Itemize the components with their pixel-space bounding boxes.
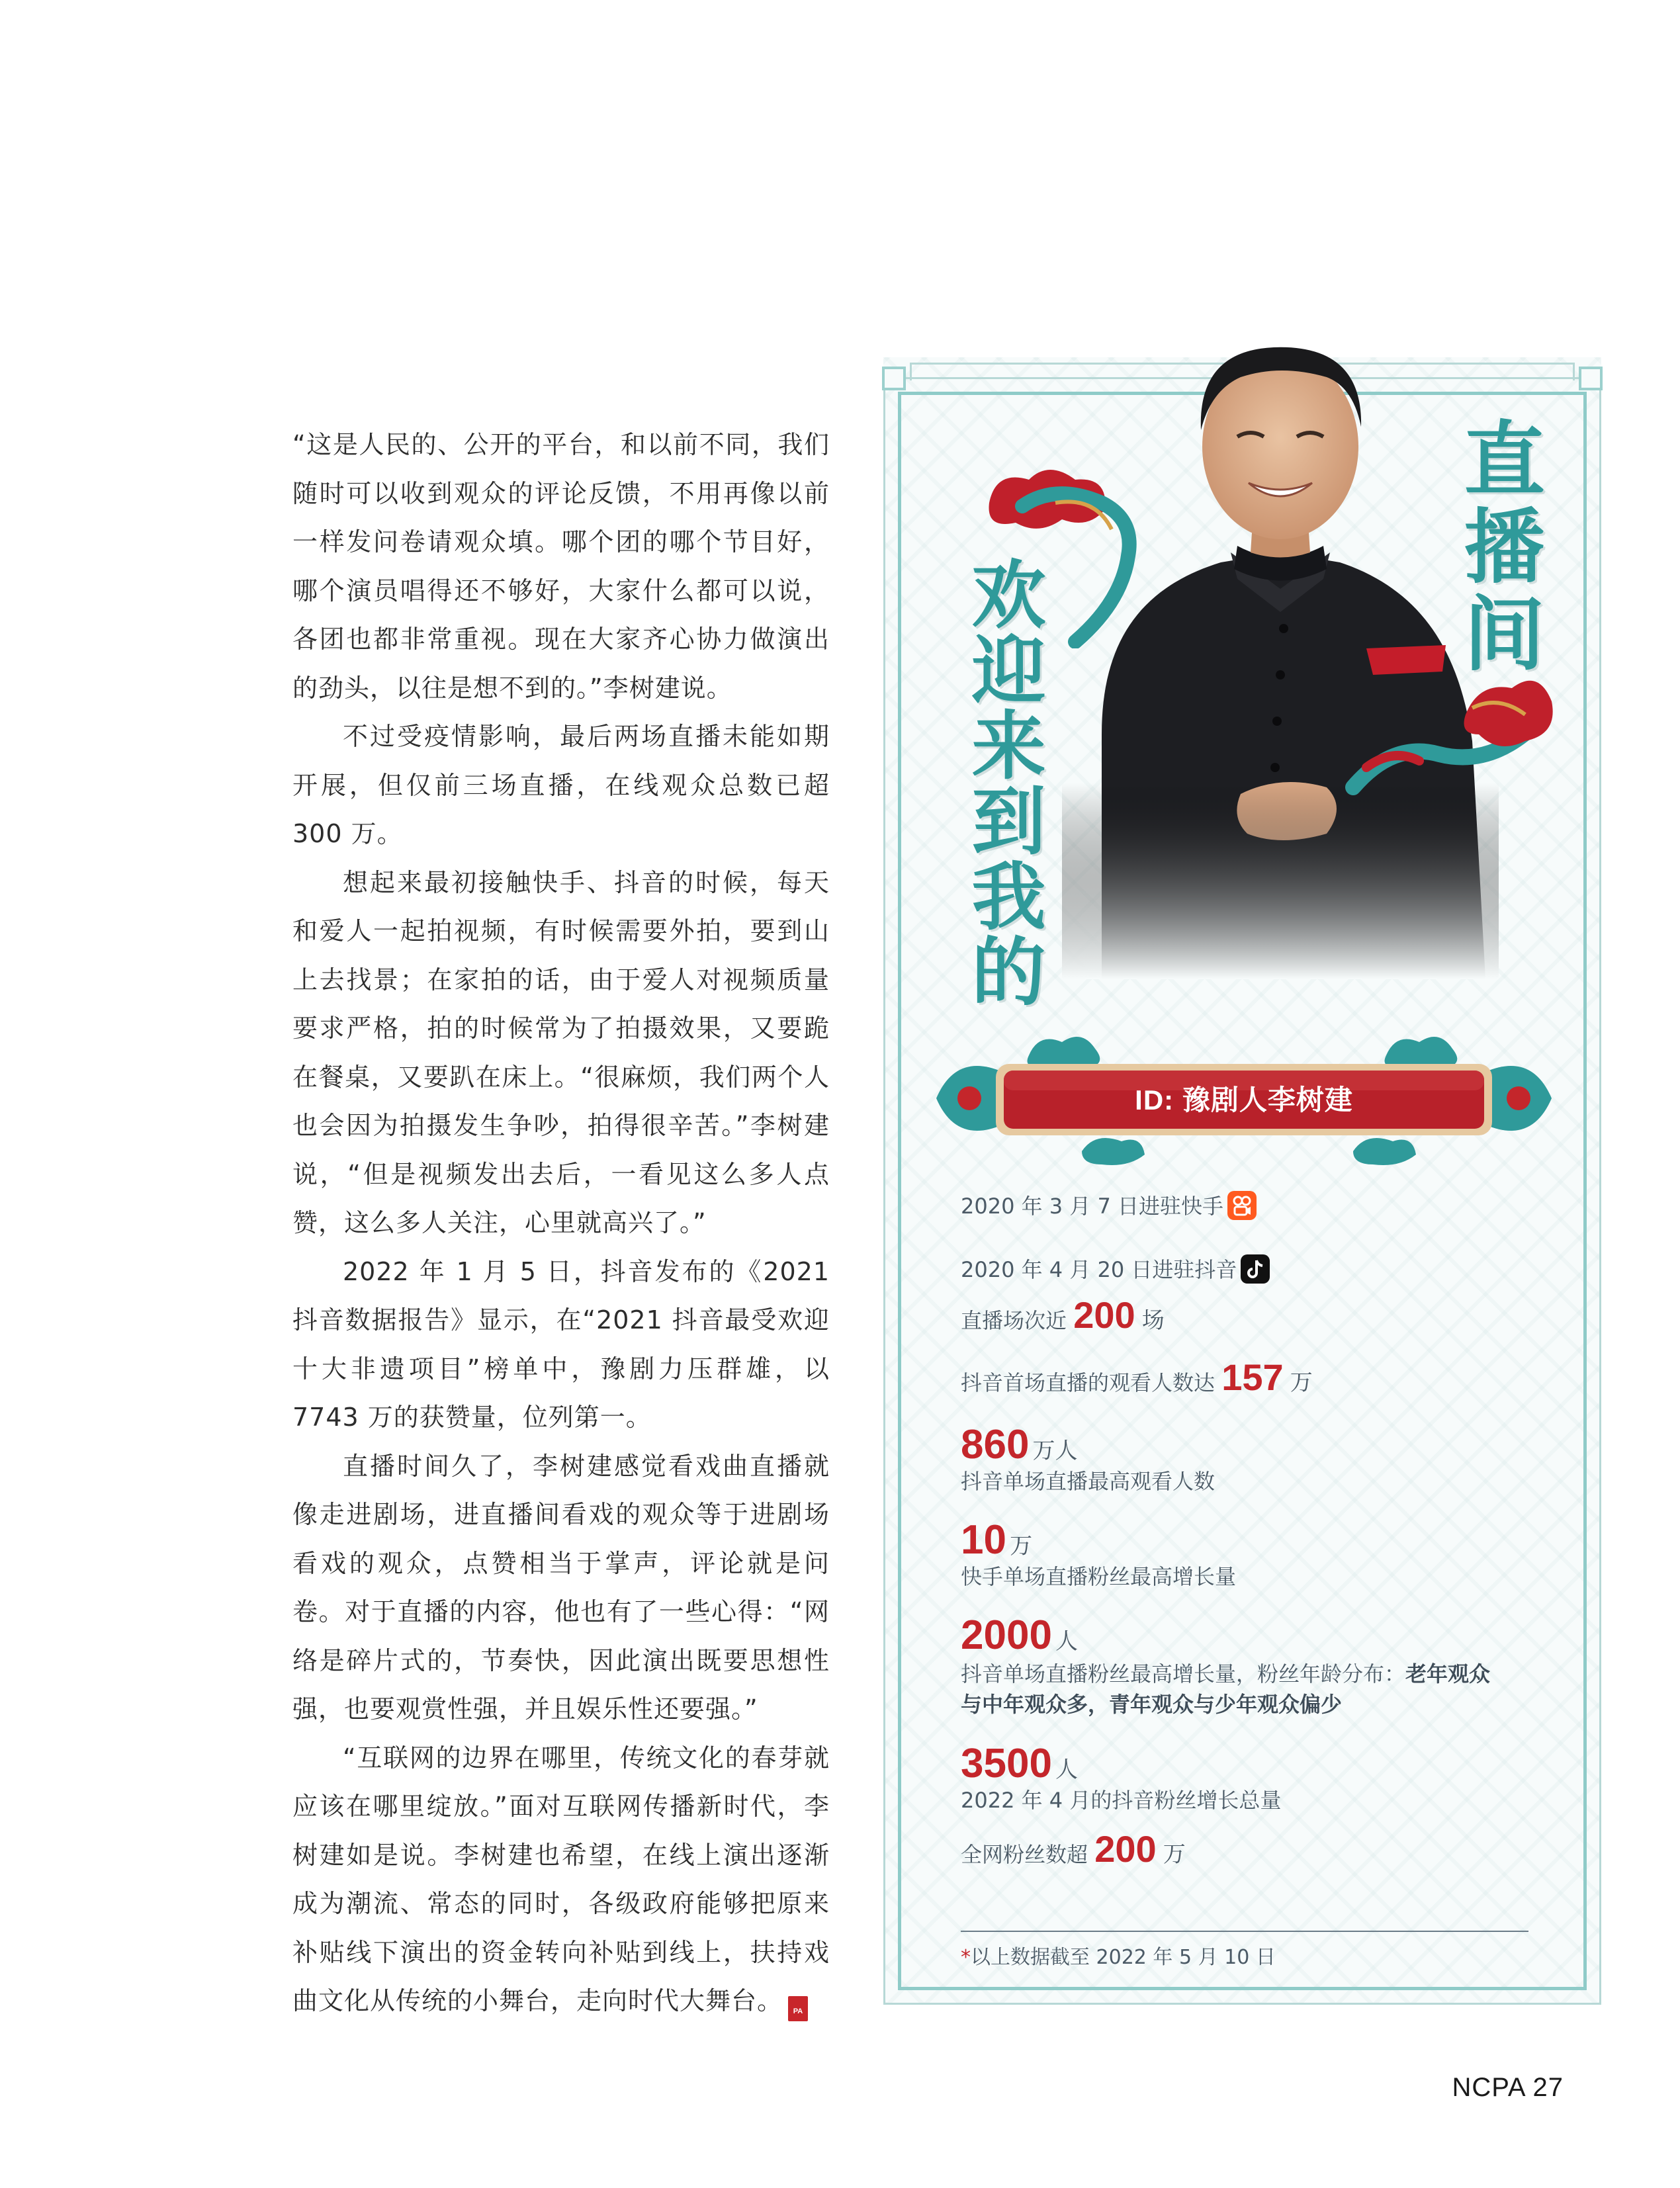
stat-unit: 场 bbox=[1141, 1307, 1165, 1334]
stat-unit: 万 bbox=[1290, 1370, 1313, 1396]
stat-kuaishou-join bbox=[961, 1191, 1257, 1220]
article-paragraph: 不过受疫情影响，最后两场直播未能如期开展，但仅前三场直播，在线观众总数已超300 万。 bbox=[292, 722, 830, 848]
stat-description: 抖音单场直播最高观看人数 bbox=[961, 1469, 1216, 1494]
article-paragraph-text: “互联网的边界在哪里，传统文化的春芽就应该在哪里绽放。”面对互联网传播新时代，李树建如是说。李树建也希望，在线上演出逐渐成为潮流、常态的同时，各级政府能够把原来补贴线下演出的资金转向补贴到线上，扶持戏曲文化从传统的小舞台，走向时代大舞台。 bbox=[292, 1743, 830, 2015]
live-room-vertical-title: 直播间 bbox=[1450, 417, 1546, 679]
stat-unit: 万 bbox=[1163, 1841, 1186, 1868]
page-footer: NCPA 27 bbox=[1452, 2073, 1564, 2102]
stat-number: 157 bbox=[1221, 1356, 1284, 1398]
stat-april-fan-growth bbox=[961, 1740, 1281, 1814]
stat-unit: 人 bbox=[1055, 1628, 1079, 1655]
stat-text: 抖音首场直播的观看人数达 bbox=[961, 1370, 1216, 1395]
stat-text: 直播场次近 bbox=[961, 1308, 1067, 1333]
article-paragraph: “这是人民的、公开的平台，和以前不同，我们随时可以收到观众的评论反馈，不用再像以前一样发问卷请观众填。哪个团的哪个节目好，哪个演员唱得还不够好，大家什么都可以说，各团也都非常重视。现在大家齐心协力做演出的劲头，以往是想不到的。”李树建说。 bbox=[292, 430, 830, 703]
footnote-text: 以上数据截至 2022 年 5 月 10 日 bbox=[971, 1946, 1276, 1969]
article-paragraph: 想起来最初接触快手、抖音的时候，每天和爱人一起拍视频，有时候需要外拍，要到山上去找景；在家拍的话，由于爱人对视频质量要求严格，拍的时候常为了拍摄效果，又要跪在餐桌，又要趴在床上。“很麻烦，我们两个人也会因为拍摄发生争吵，拍得很辛苦。”李树建说，“但是视频发出去后，一看见这么多人点赞，这么多人关注，心里就高兴了。” bbox=[292, 867, 830, 1237]
stat-first-live-viewers bbox=[961, 1356, 1313, 1398]
footnote-divider bbox=[961, 1931, 1528, 1932]
welcome-vertical-title: 欢迎来到我的 bbox=[959, 556, 1046, 1008]
stat-unit: 万人 bbox=[1032, 1438, 1078, 1464]
article-body bbox=[292, 421, 849, 2026]
stat-total-fans bbox=[961, 1828, 1186, 1870]
stat-number: 10 bbox=[961, 1517, 1006, 1563]
stat-number: 860 bbox=[961, 1422, 1030, 1467]
stat-description bbox=[961, 1659, 1503, 1720]
stat-text: 全网粉丝数超 bbox=[961, 1842, 1088, 1867]
stat-number: 200 bbox=[1094, 1828, 1157, 1870]
stat-douyin-join bbox=[961, 1254, 1270, 1284]
douyin-icon bbox=[1241, 1254, 1270, 1284]
article-paragraph: 直播时间久了，李树建感觉看戏曲直播就像走进剧场，进直播间看戏的观众等于进剧场看戏的观众，点赞相当于掌声，评论就是问卷。对于直播的内容，他也有了一些心得：“网络是碎片式的，节奏快，因此演出既要思想性强，也要观赏性强，并且娱乐性还要强。” bbox=[292, 1451, 830, 1724]
stat-peak-viewers bbox=[961, 1421, 1215, 1495]
stat-description: 2022 年 4 月的抖音粉丝增长总量 bbox=[961, 1788, 1282, 1813]
stat-number: 200 bbox=[1073, 1294, 1135, 1336]
stat-description-emphasis: 老年观众与中年观众多，青年观众与少年观众偏少 bbox=[961, 1661, 1491, 1717]
stat-live-sessions bbox=[961, 1294, 1165, 1336]
stat-unit: 万 bbox=[1010, 1533, 1033, 1559]
stat-number: 2000 bbox=[961, 1612, 1052, 1658]
stat-douyin-fan-growth bbox=[961, 1612, 1503, 1720]
article-paragraph: 2022 年 1 月 5 日，抖音发布的《2021 抖音数据报告》显示，在“2021 抖音最受欢迎十大非遗项目”榜单中，豫剧力压群雄，以 7743 万的获赞量，位列第一。 bbox=[292, 1256, 830, 1432]
stat-kuaishou-fan-growth bbox=[961, 1516, 1236, 1590]
ncpa-end-mark: NC PA bbox=[788, 1996, 808, 2021]
id-banner bbox=[930, 1026, 1558, 1171]
stat-description: 快手单场直播粉丝最高增长量 bbox=[961, 1564, 1237, 1589]
stat-text: 2020 年 3 月 7 日进驻快手 bbox=[961, 1194, 1224, 1219]
live-stream-info-panel bbox=[883, 357, 1601, 2005]
kuaishou-icon bbox=[1227, 1191, 1257, 1220]
footnote-star: * bbox=[961, 1946, 971, 1969]
account-id-label: ID: 豫剧人李树建 bbox=[1135, 1084, 1353, 1116]
article-paragraph-last bbox=[292, 1734, 849, 2026]
frame-corner-ornament bbox=[1579, 367, 1603, 390]
stat-number: 3500 bbox=[961, 1741, 1052, 1786]
stat-description-text: 抖音单场直播粉丝最高增长量，粉丝年龄分布： bbox=[961, 1661, 1406, 1686]
stat-unit: 人 bbox=[1055, 1757, 1079, 1783]
stat-text: 2020 年 4 月 20 日进驻抖音 bbox=[961, 1257, 1237, 1282]
frame-corner-ornament bbox=[882, 367, 906, 390]
data-footnote bbox=[961, 1941, 1276, 1970]
